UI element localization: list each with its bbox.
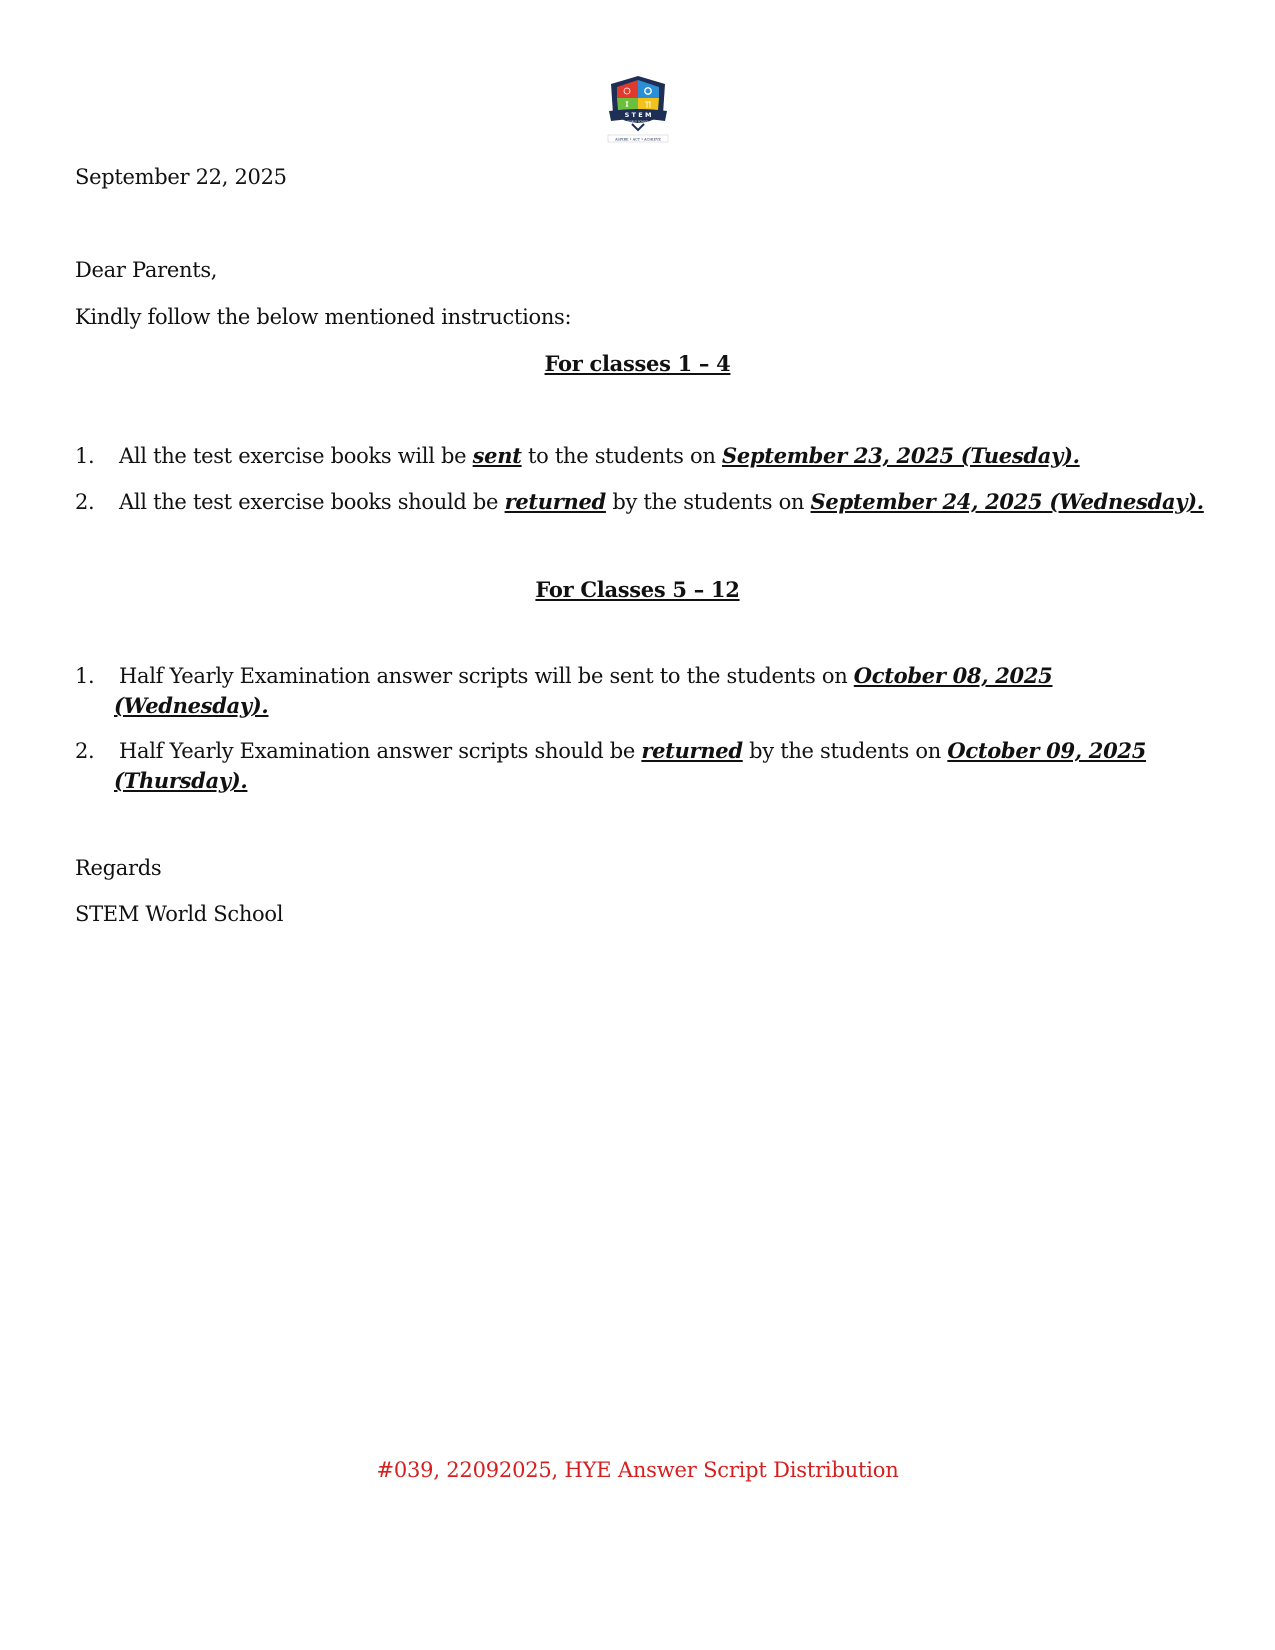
closing: Regards [75,856,162,880]
list-item [75,664,1053,688]
list-item-continuation [114,694,268,718]
keyword-emphasis: returned [641,738,743,763]
footer-reference: #039, 22092025, HYE Answer Script Distribution [376,1458,899,1482]
list-item [75,444,1080,468]
school-crest-logo-icon [605,74,671,144]
signature: STEM World School [75,902,284,926]
svg-text:S T E M: S T E M [624,111,652,119]
item-text: to the students on [521,444,722,468]
item-text: All the test exercise books will be [119,444,473,468]
list-number: 1. [75,664,95,688]
date-emphasis: October 09, 2025 [947,738,1147,763]
letter-date: September 22, 2025 [75,165,287,189]
list-number: 1. [75,444,95,468]
date-emphasis: September 24, 2025 (Wednesday). [810,489,1204,514]
section-heading-classes-5-12: For Classes 5 – 12 [535,577,740,602]
item-text: by the students on [605,490,811,514]
section-heading-classes-1-4: For classes 1 – 4 [544,351,731,376]
date-emphasis: (Wednesday). [114,693,269,718]
date-emphasis: October 08, 2025 [853,663,1053,688]
keyword-emphasis: sent [472,443,522,468]
date-emphasis: September 23, 2025 (Tuesday). [721,443,1080,468]
svg-text:WORLD SCHOOL: WORLD SCHOOL [627,120,649,124]
salutation: Dear Parents, [75,258,218,282]
list-item-continuation [114,769,247,793]
item-text: All the test exercise books should be [119,490,505,514]
item-text: by the students on [742,739,948,763]
item-text: Half Yearly Examination answer scripts will be sent to the students on [119,664,854,688]
item-text: Half Yearly Examination answer scripts should be [119,739,642,763]
intro-text: Kindly follow the below mentioned instructions: [75,305,572,329]
list-number: 2. [75,490,95,514]
list-item [75,490,1204,514]
date-emphasis: (Thursday). [114,768,248,793]
list-number: 2. [75,739,95,763]
svg-text:ASPIRE • ACT • ACHIEVE: ASPIRE • ACT • ACHIEVE [615,137,661,142]
keyword-emphasis: returned [504,489,606,514]
list-item [75,739,1146,763]
